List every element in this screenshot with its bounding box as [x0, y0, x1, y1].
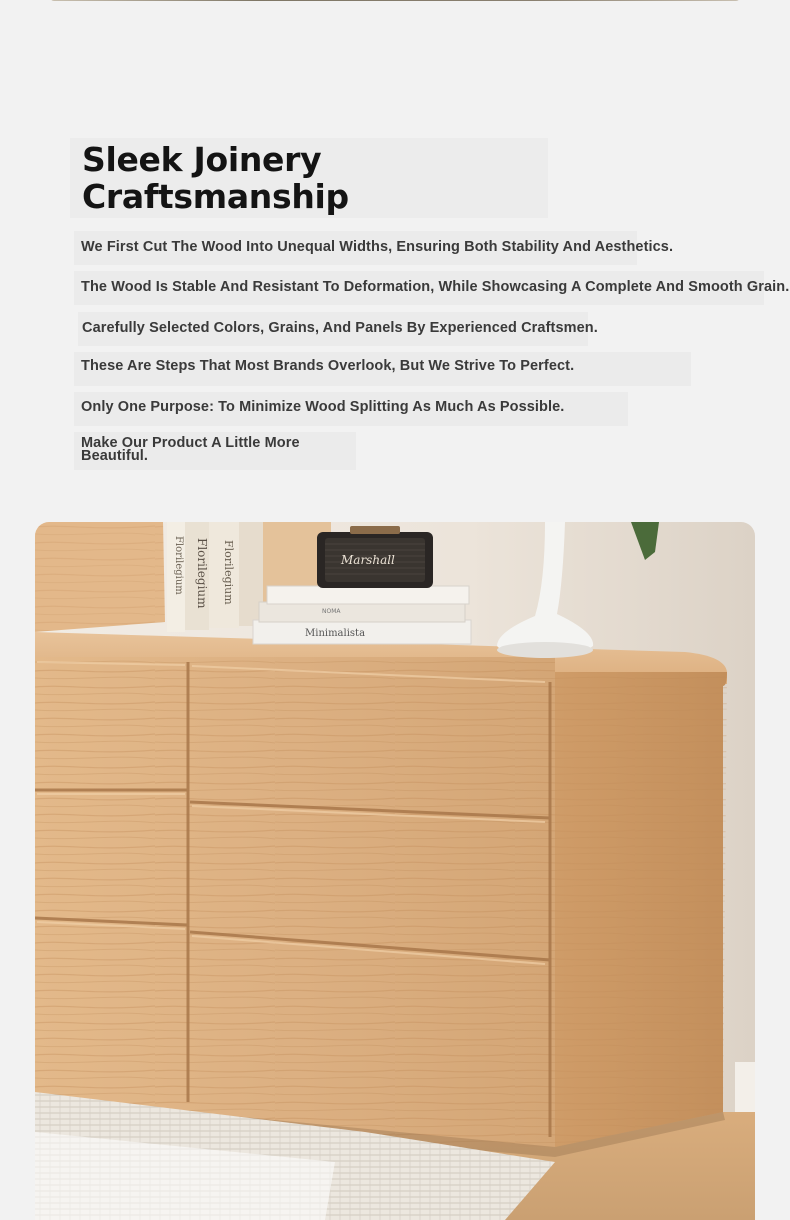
book-spine-text: Florilegium: [222, 540, 235, 605]
description-line-5: Only One Purpose: To Minimize Wood Splitting As Much As Possible.: [81, 399, 565, 415]
description-line-2: The Wood Is Stable And Resistant To Deformation, While Showcasing A Complete And Smooth Grain.: [81, 279, 790, 295]
speaker-logo: Marshall: [341, 553, 395, 567]
book-title-text: NOMA: [322, 608, 341, 615]
description-line-4: These Are Steps That Most Brands Overlook, But We Strive To Perfect.: [81, 358, 575, 374]
section-title: Sleek Joinery Craftsmanship: [82, 140, 349, 216]
book-title-text: Minimalista: [305, 628, 366, 639]
book-spine-text: Florilegium: [195, 538, 209, 609]
description-line-3: Carefully Selected Colors, Grains, And Panels By Experienced Craftsmen.: [82, 320, 598, 336]
dresser-product-photo: [35, 522, 755, 1220]
book-spine-text: Florilegium: [173, 536, 184, 595]
description-line-1: We First Cut The Wood Into Unequal Widths, Ensuring Both Stability And Aesthetics.: [81, 239, 674, 255]
description-line-6: Make Our Product A Little More Beautiful.: [81, 435, 300, 464]
previous-image-edge: [50, 0, 740, 1]
